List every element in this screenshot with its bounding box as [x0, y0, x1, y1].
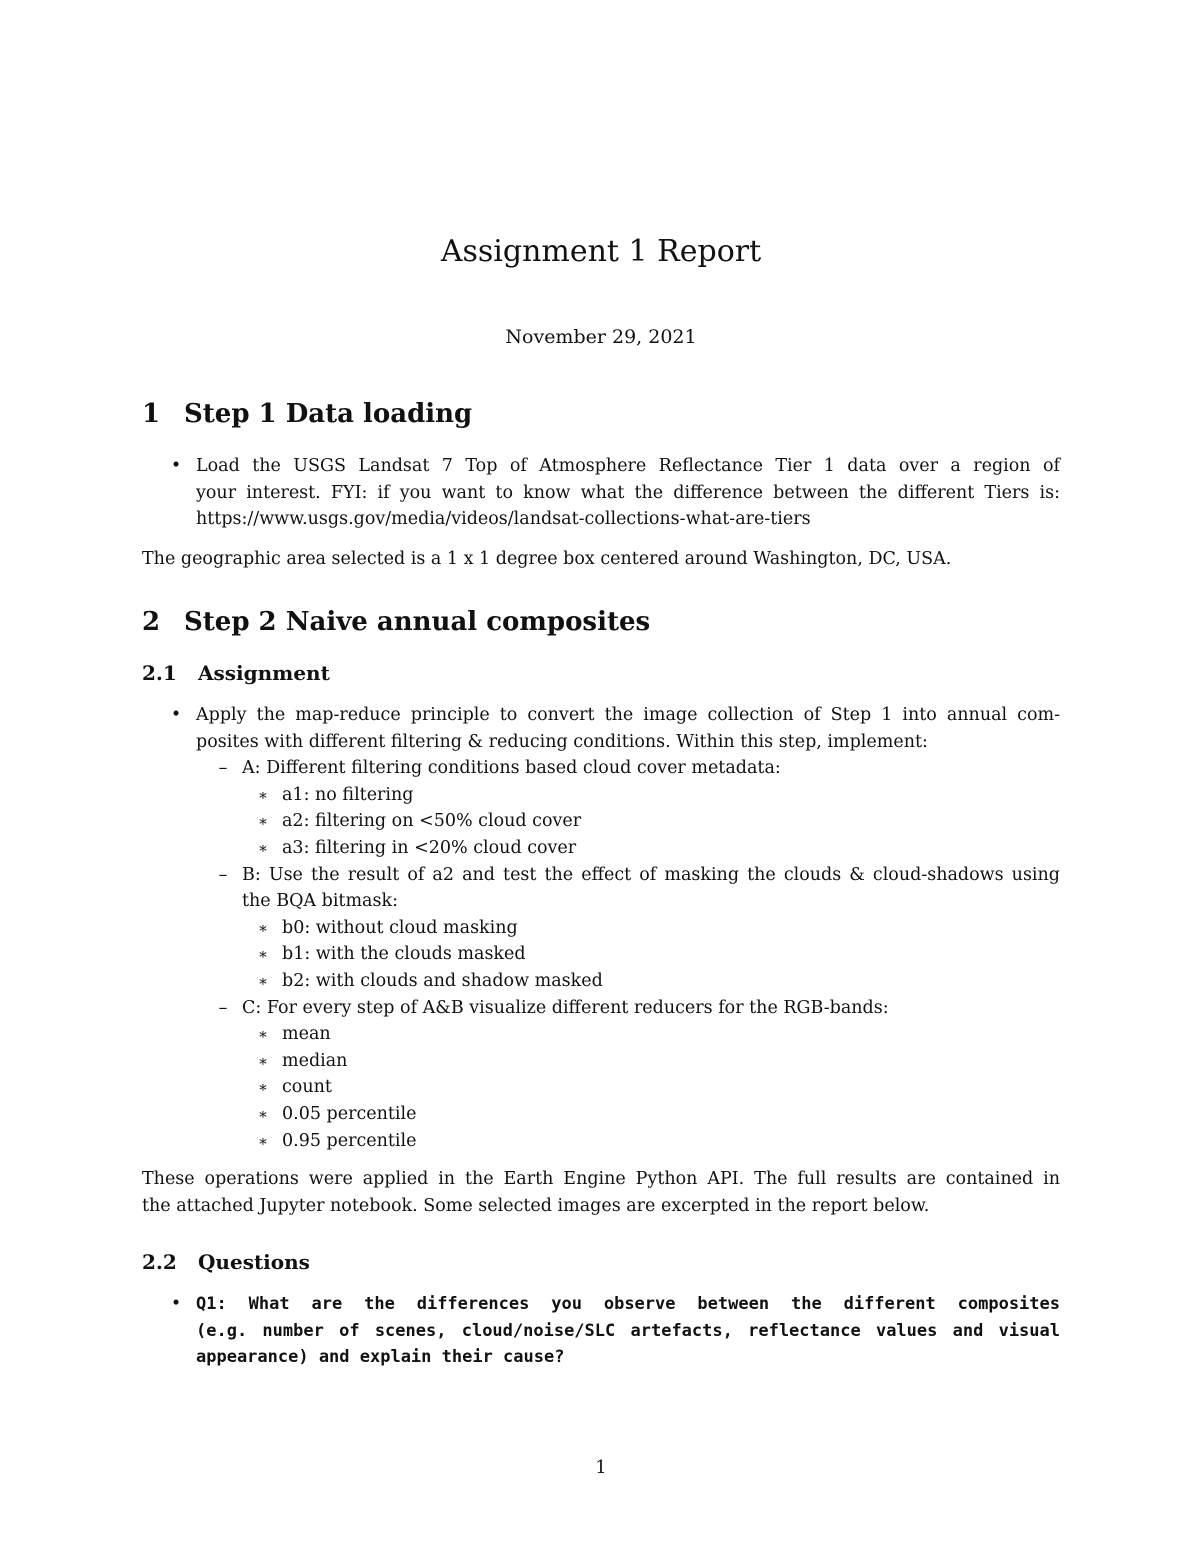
subsection-2-2-bullet — [142, 1291, 1060, 1371]
subsection-2-1-heading — [142, 659, 330, 687]
page-number: 1 — [595, 1457, 607, 1478]
asterisk-icon: ∗ — [257, 1104, 269, 1123]
subsection-2-2-number: 2.2 — [142, 1250, 177, 1274]
bullet-text: Load the USGS Landsat 7 Top of Atmosphere Reflectance Tier 1 data over a region of — [196, 456, 1060, 476]
list-item-text: a3: filtering in <20% cloud cover — [282, 837, 577, 858]
document-date: November 29, 2021 — [505, 326, 697, 348]
asterisk-icon: ∗ — [257, 785, 269, 804]
asterisk-icon: ∗ — [257, 812, 269, 831]
asterisk-icon: ∗ — [257, 838, 269, 857]
subsection-2-1-bullet-list — [142, 702, 1060, 1154]
bullet-text: your interest. FYI: if you want to know what the difference between the different Tiers is: — [196, 482, 1060, 503]
question-1-text: (e.g. number of scenes, cloud/noise/SLC artefacts, reflectance values and visual — [196, 1320, 1060, 1341]
bullet-line — [142, 729, 1060, 756]
paragraph-line — [142, 1166, 1060, 1193]
dash-icon: – — [218, 997, 228, 1018]
list-item-b-continued — [142, 888, 1060, 915]
list-item — [142, 1074, 1060, 1101]
list-item-text: a1: no filtering — [282, 784, 414, 805]
bullet-text: posites with different filtering & reducing conditions. Within this step, implement: — [196, 731, 928, 752]
list-item-b-label: the BQA bitmask: — [242, 891, 398, 912]
dash-icon: – — [218, 864, 228, 885]
bullet-line — [142, 1344, 1060, 1371]
bullet-dot-icon: • — [170, 705, 182, 725]
asterisk-icon: ∗ — [257, 1131, 269, 1150]
paragraph-line — [142, 1193, 1060, 1220]
document-title: Assignment 1 Report — [440, 234, 762, 269]
asterisk-icon: ∗ — [257, 971, 269, 990]
list-item — [142, 835, 1060, 862]
section-2-heading — [142, 605, 650, 639]
list-item — [142, 782, 1060, 809]
section-1-heading — [142, 397, 472, 431]
list-item — [142, 941, 1060, 968]
bullet-line — [142, 1318, 1060, 1345]
bullet-line — [142, 480, 1060, 507]
list-item-text: b2: with clouds and shadow masked — [282, 970, 603, 991]
asterisk-icon: ∗ — [257, 1051, 269, 1070]
list-item-text: median — [282, 1050, 348, 1071]
section-1-number: 1 — [142, 399, 161, 429]
list-item-text: count — [282, 1077, 332, 1098]
list-item-text: 0.05 percentile — [282, 1103, 417, 1124]
question-1-text: Q1: What are the differences you observe between the different composites — [196, 1294, 1060, 1314]
paragraph-text: the attached Jupyter notebook. Some selected images are excerpted in the report below. — [142, 1195, 930, 1216]
section-2-number: 2 — [142, 607, 161, 637]
asterisk-icon: ∗ — [257, 1078, 269, 1097]
dash-icon: – — [218, 758, 228, 779]
list-item-text: mean — [282, 1024, 331, 1045]
subsection-2-2-heading — [142, 1248, 310, 1276]
list-item-text: a2: filtering on <50% cloud cover — [282, 811, 582, 832]
subsection-2-2-title: Questions — [198, 1250, 310, 1274]
section-2-title: Step 2 Naive annual composites — [184, 607, 651, 637]
asterisk-icon: ∗ — [257, 1025, 269, 1044]
list-item-c-label: C: For every step of A&B visualize different reducers for the RGB-bands: — [242, 997, 889, 1018]
bullet-line — [142, 453, 1060, 480]
list-item — [142, 1101, 1060, 1128]
list-item — [142, 1021, 1060, 1048]
list-item-c — [142, 995, 1060, 1022]
subsection-2-1-paragraph — [142, 1166, 1060, 1219]
bullet-dot-icon: • — [170, 1294, 182, 1314]
bullet-line — [142, 506, 1060, 533]
bullet-text: Apply the map-reduce principle to convert the image collection of Step 1 into annual com- — [196, 705, 1060, 725]
subsection-2-1-number: 2.1 — [142, 661, 177, 685]
subsection-2-1-title: Assignment — [198, 661, 330, 685]
question-1-text: appearance) and explain their cause? — [196, 1347, 565, 1368]
list-item-a-label: A: Different filtering conditions based cloud cover metadata: — [242, 758, 781, 779]
section-1-bullet — [142, 453, 1060, 533]
section-1-title: Step 1 Data loading — [184, 399, 473, 429]
list-item — [142, 1128, 1060, 1155]
bullet-dot-icon: • — [170, 456, 182, 476]
list-item-text: 0.95 percentile — [282, 1130, 417, 1151]
tiers-link[interactable]: https://www.usgs.gov/media/videos/landsat-collections-what-are-tiers — [196, 509, 811, 530]
asterisk-icon: ∗ — [257, 918, 269, 937]
paragraph-text: These operations were applied in the Earth Engine Python API. The full results are contained in — [142, 1169, 1060, 1189]
asterisk-icon: ∗ — [257, 945, 269, 964]
list-item-b — [142, 862, 1060, 889]
list-item-text: b1: with the clouds masked — [282, 944, 526, 965]
section-1-paragraph: The geographic area selected is a 1 x 1 degree box centered around Washington, DC, USA. — [142, 549, 952, 569]
list-item-a — [142, 755, 1060, 782]
bullet-line — [142, 702, 1060, 729]
list-item — [142, 1048, 1060, 1075]
list-item — [142, 808, 1060, 835]
list-item-text: b0: without cloud masking — [282, 917, 518, 938]
list-item-b-label: B: Use the result of a2 and test the effect of masking the clouds & cloud-shadows using — [242, 864, 1060, 885]
list-item — [142, 968, 1060, 995]
list-item — [142, 915, 1060, 942]
bullet-line — [142, 1291, 1060, 1318]
